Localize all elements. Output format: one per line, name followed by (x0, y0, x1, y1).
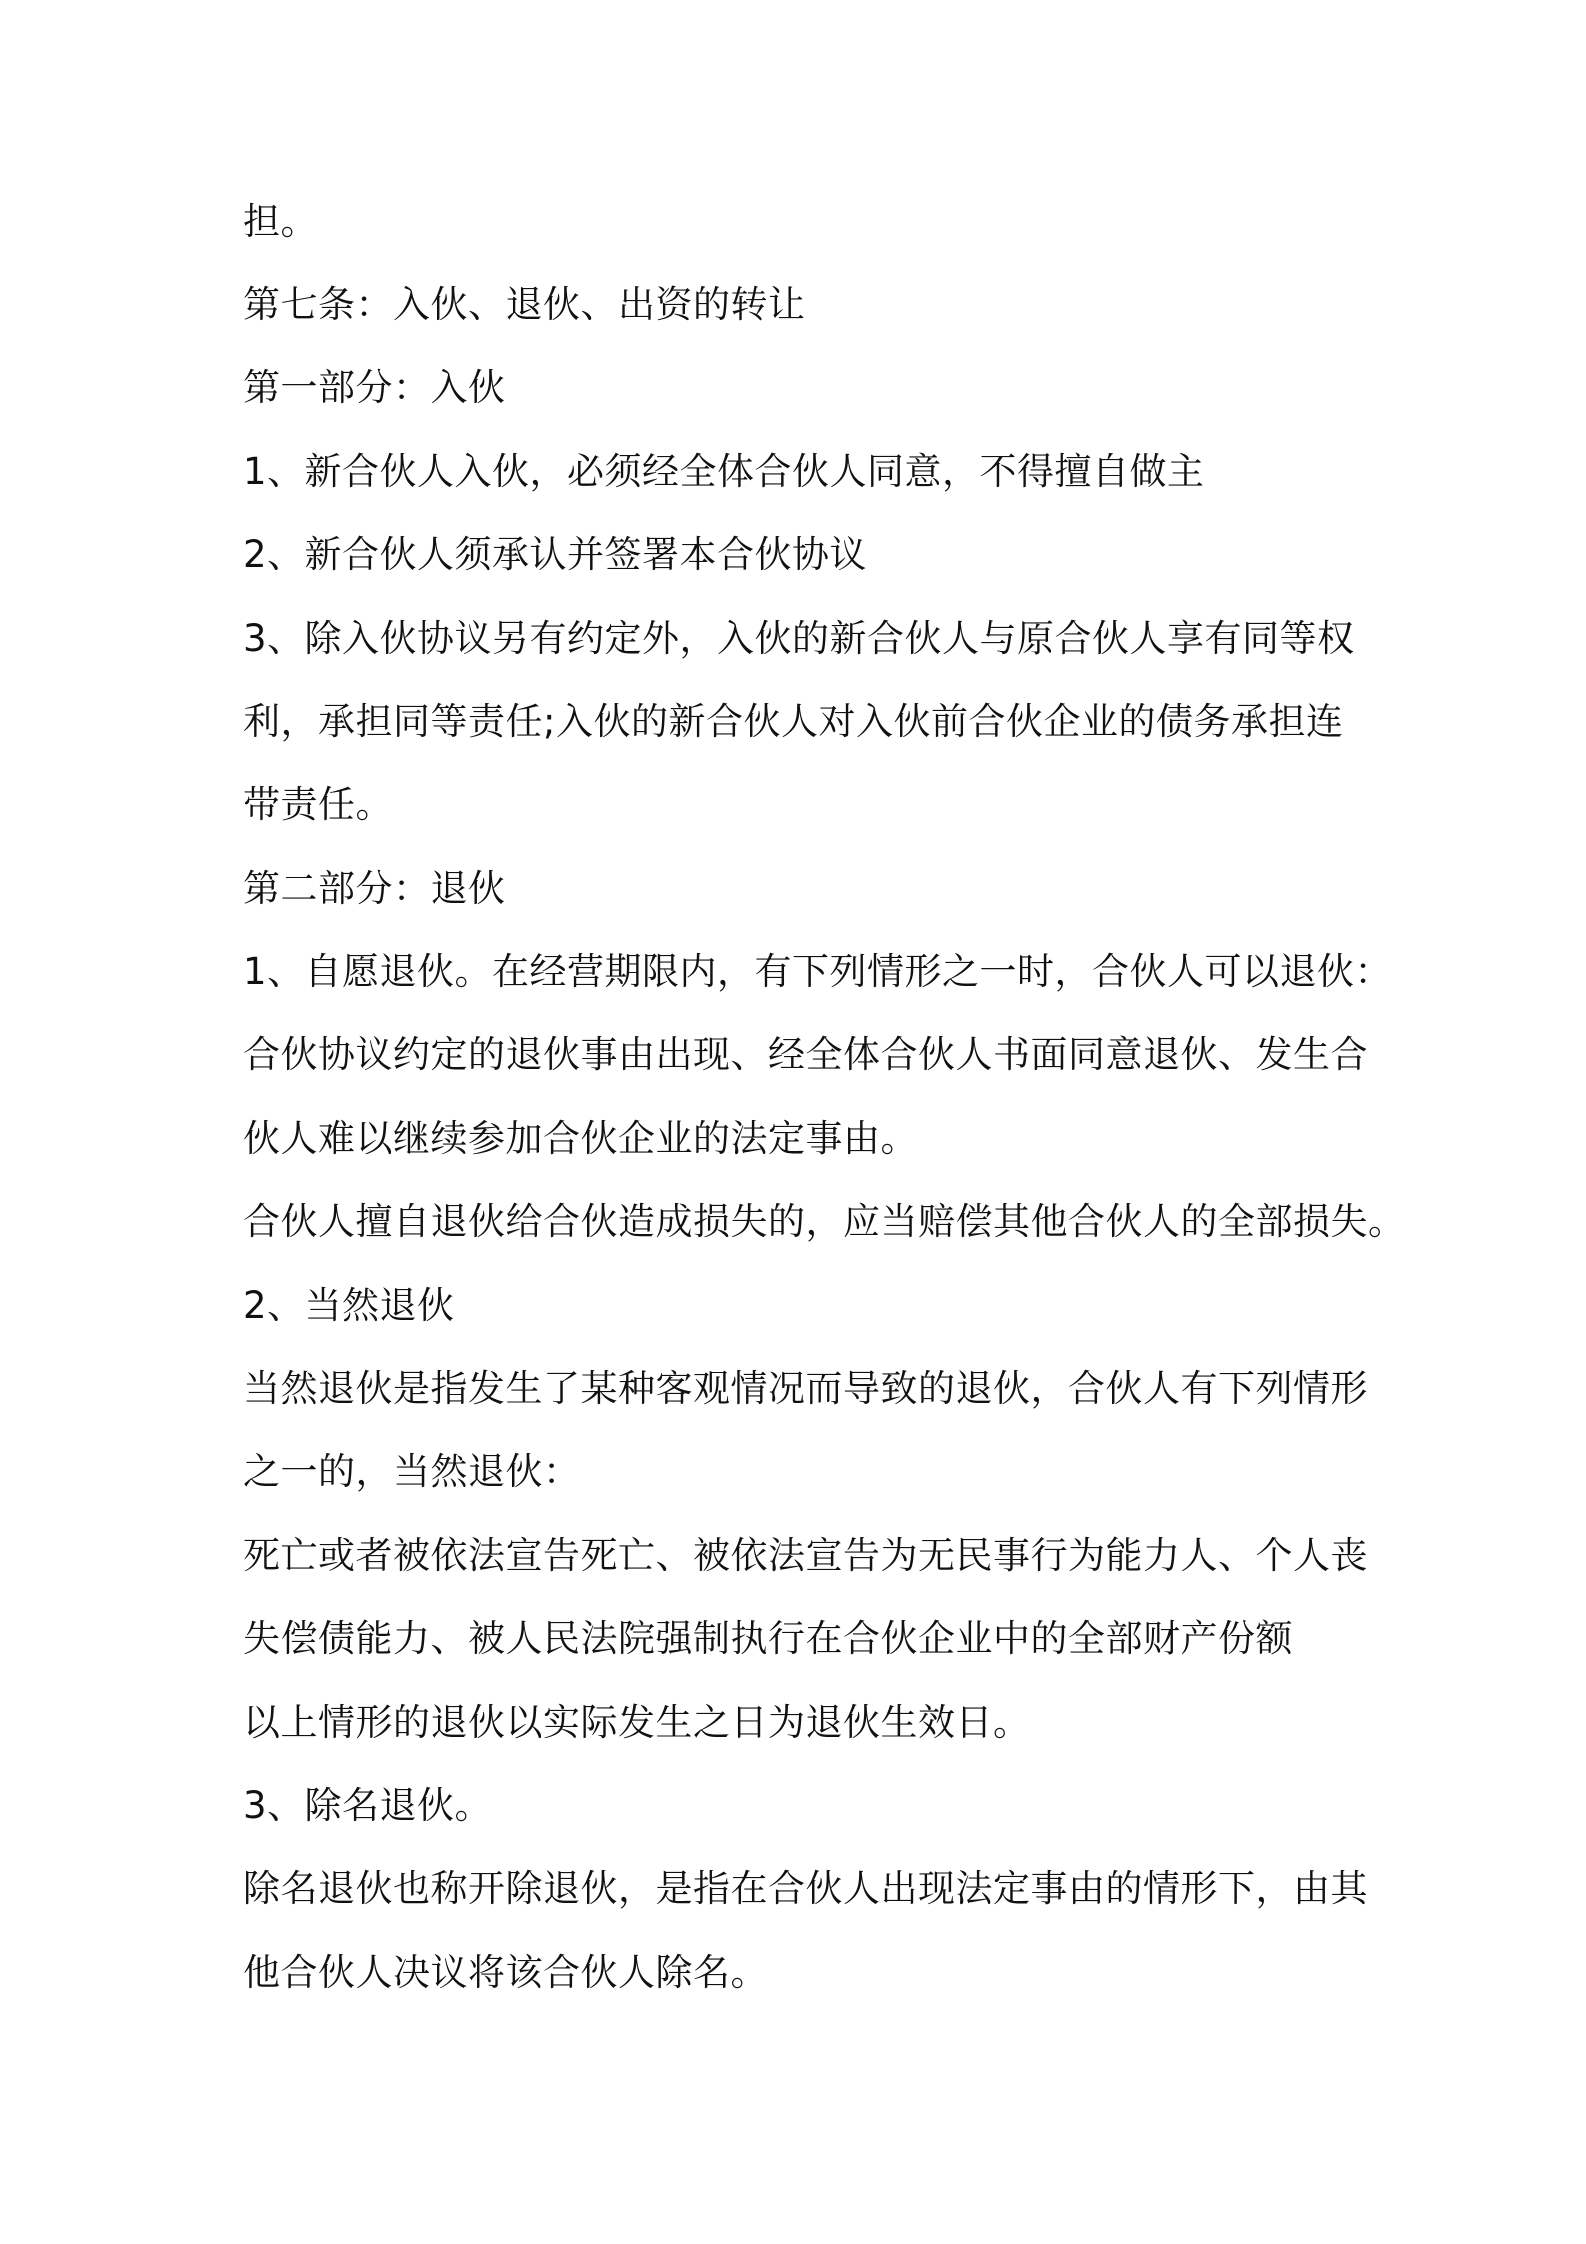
clause-line: 除名退伙也称开除退伙，是指在合伙人出现法定事由的情形下，由其 (243, 1867, 1368, 1910)
clause-line: 失偿债能力、被人民法院强制执行在合伙企业中的全部财产份额 (243, 1617, 1293, 1660)
clause-line: 带责任。 (243, 783, 393, 826)
clause-line: 之一的，当然退伙： (243, 1450, 581, 1493)
clause-line: 1、新合伙人入伙，必须经全体合伙人同意，不得擅自做主 (243, 450, 1205, 493)
section-heading-join: 第一部分：入伙 (243, 366, 506, 409)
text-line-continuation: 担。 (243, 200, 318, 243)
clause-line: 以上情形的退伙以实际发生之日为退伙生效日。 (243, 1701, 1031, 1744)
clause-line: 他合伙人决议将该合伙人除名。 (243, 1951, 768, 1994)
clause-line: 3、除名退伙。 (243, 1784, 493, 1827)
article-heading: 第七条：入伙、退伙、出资的转让 (243, 283, 806, 326)
clause-line: 2、新合伙人须承认并签署本合伙协议 (243, 533, 868, 576)
section-heading-exit: 第二部分：退伙 (243, 867, 506, 910)
clause-line: 死亡或者被依法宣告死亡、被依法宣告为无民事行为能力人、个人丧 (243, 1534, 1368, 1577)
clause-line: 伙人难以继续参加合伙企业的法定事由。 (243, 1117, 918, 1160)
clause-line: 3、除入伙协议另有约定外，入伙的新合伙人与原合伙人享有同等权 (243, 617, 1355, 660)
clause-line: 合伙协议约定的退伙事由出现、经全体合伙人书面同意退伙、发生合 (243, 1033, 1368, 1076)
clause-line: 2、当然退伙 (243, 1284, 455, 1327)
clause-line: 当然退伙是指发生了某种客观情况而导致的退伙，合伙人有下列情形 (243, 1367, 1368, 1410)
clause-line: 1、自愿退伙。在经营期限内，有下列情形之一时，合伙人可以退伙： (243, 950, 1393, 993)
clause-line: 合伙人擅自退伙给合伙造成损失的，应当赔偿其他合伙人的全部损失。 (243, 1200, 1406, 1243)
clause-line: 利，承担同等责任;入伙的新合伙人对入伙前合伙企业的债务承担连 (243, 700, 1344, 743)
